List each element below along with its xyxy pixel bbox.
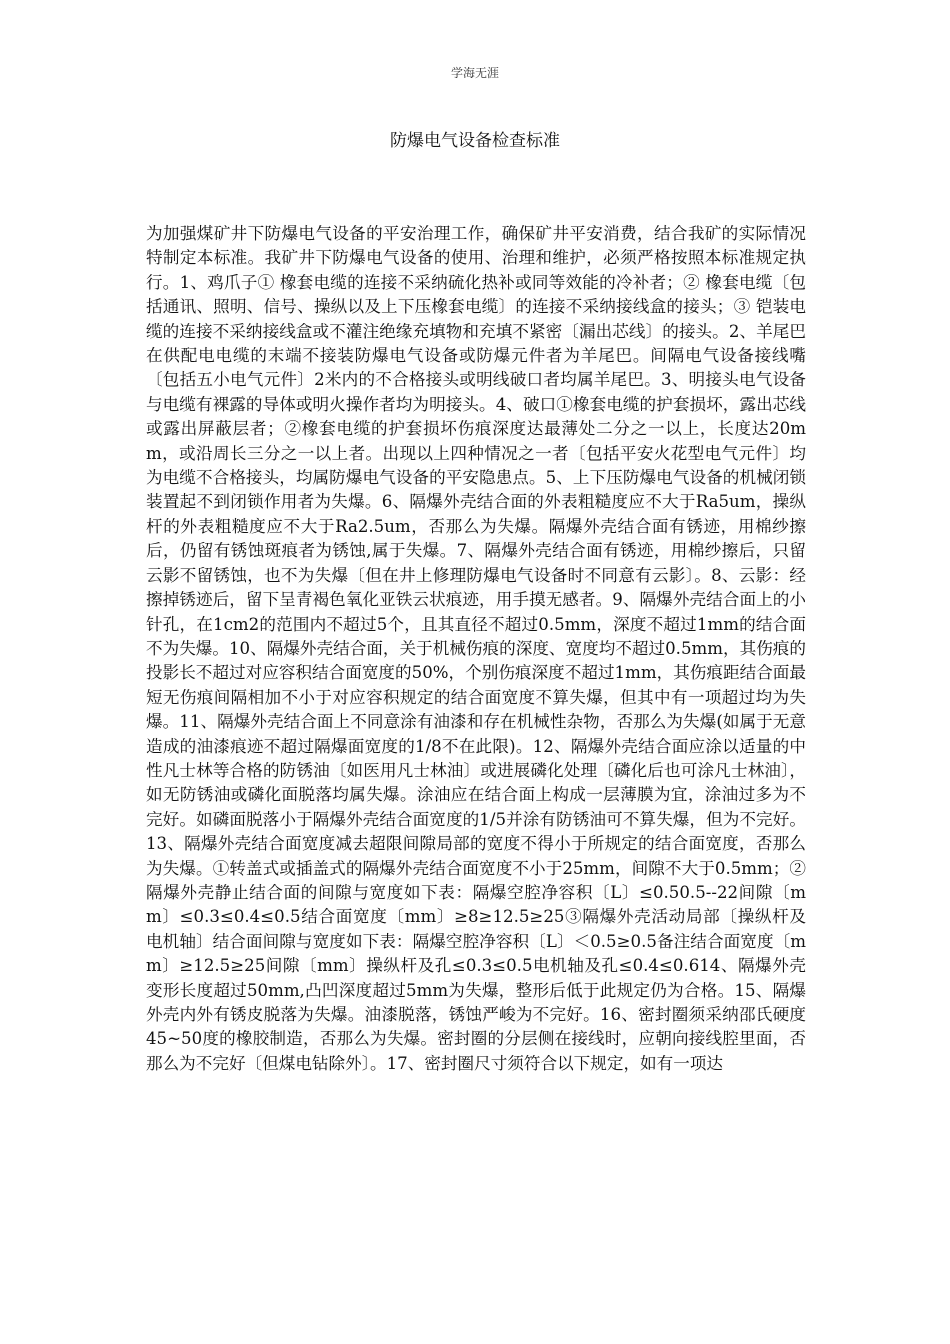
document-body: 为加强煤矿井下防爆电气设备的平安治理工作，确保矿井平安消费，结合我矿的实际情况特制定本标准。我矿井下防爆电气设备的使用、治理和维护，必须严格按照本标准规定执行。1、鸡爪子① 橡套电缆的连接不采纳硫化热补或同等效能的冷补者；② 橡套电缆〔包括通讯、照明、信号、操纵以及上下压橡套电缆〕的连接不采纳接线盒的接头；③ 铠装电缆的连接不采纳接线盒或不灌注绝缘充填物和充填不紧密〔漏出芯线〕的接头。2、羊尾巴在供配电电缆的末端不接装防爆电气设备或防爆元件者为羊尾巴。间隔电气设备接线嘴〔包括五小电气元件〕2米内的不合格接头或明线破口者均属羊尾巴。3、明接头电气设备与电缆有裸露的导体或明火操作者均为明接头。4、破口①橡套电缆的护套损坏，露出芯线或露出屏蔽层者；②橡套电缆的护套损坏伤痕深度达最薄处二分之一以上，长度达20mm，或沿周长三分之一以上者。出现以上四种情况之一者〔包括平安火花型电气元件〕均为电缆不合格接头，均属防爆电气设备的平安隐患点。5、上下压防爆电气设备的机械闭锁装置起不到闭锁作用者为失爆。6、隔爆外壳结合面的外表粗糙度应不大于Ra5um，操纵杆的外表粗糙度应不大于Ra2.5um，否那么为失爆。隔爆外壳结合面有锈迹，用棉纱擦后，仍留有锈蚀斑痕者为锈蚀,属于失爆。7、隔爆外壳结合面有锈迹，用棉纱擦后，只留云影不留锈蚀，也不为失爆〔但在井上修理防爆电气设备时不同意有云影〕。8、云影：经擦掉锈迹后，留下呈青褐色氧化亚铁云状痕迹，用手摸无感者。9、隔爆外壳结合面上的小针孔，在1cm2的范围内不超过5个，且其直径不超过0.5mm，深度不超过1mm的结合面不为失爆。10、隔爆外壳结合面，关于机械伤痕的深度、宽度均不超过0.5mm，其伤痕的投影长不超过对应容积结合面宽度的50%，个别伤痕深度不超过1mm，其伤痕距结合面最短无伤痕间隔相加不小于对应容积规定的结合面宽度不算失爆，但其中有一项超过均为失爆。11、隔爆外壳结合面上不同意涂有油漆和存在机械性杂物，否那么为失爆(如属于无意造成的油漆痕迹不超过隔爆面宽度的1/8不在此限)。12、隔爆外壳结合面应涂以适量的中性凡士林等合格的防锈油〔如医用凡士林油〕或进展磷化处理〔磷化后也可涂凡士林油〕，如无防锈油或磷化面脱落均属失爆。涂油应在结合面上构成一层薄膜为宜，涂油过多为不完好。如磷面脱落小于隔爆外壳结合面宽度的1/5并涂有防锈油可不算失爆，但为不完好。13、隔爆外壳结合面宽度减去超限间隙局部的宽度不得小于所规定的结合面宽度，否那么为失爆。①转盖式或插盖式的隔爆外壳结合面宽度不小于25mm，间隙不大于0.5mm；②隔爆外壳静止结合面的间隙与宽度如下表：隔爆空腔净容积〔L〕≤0.50.5--22间隙〔mm〕≤0.3≤0.4≤0.5结合面宽度〔mm〕≥8≥12.5≥25③隔爆外壳活动局部〔操纵杆及电机轴〕结合面间隙与宽度如下表：隔爆空腔净容积〔L〕＜0.5≥0.5备注结合面宽度〔mm〕≥12.5≥25间隙〔mm〕操纵杆及孔≤0.3≤0.5电机轴及孔≤0.4≤0.614、隔爆外壳变形长度超过50mm,凸凹深度超过5mm为失爆，整形后低于此规定仍为合格。15、隔爆外壳内外有锈皮脱落为失爆。油漆脱落，锈蚀严峻为不完好。16、密封圈须采纳邵氏硬度45~50度的橡胶制造，否那么为失爆。密封圈的分层侧在接线时，应朝向接线腔里面，否那么为不完好〔但煤电钻除外〕。17、密封圈尺寸须符合以下规定，如有一项达: [146, 224, 806, 1073]
document-title: 防爆电气设备检查标准: [390, 131, 560, 151]
page-header: 学海无涯: [450, 66, 499, 80]
